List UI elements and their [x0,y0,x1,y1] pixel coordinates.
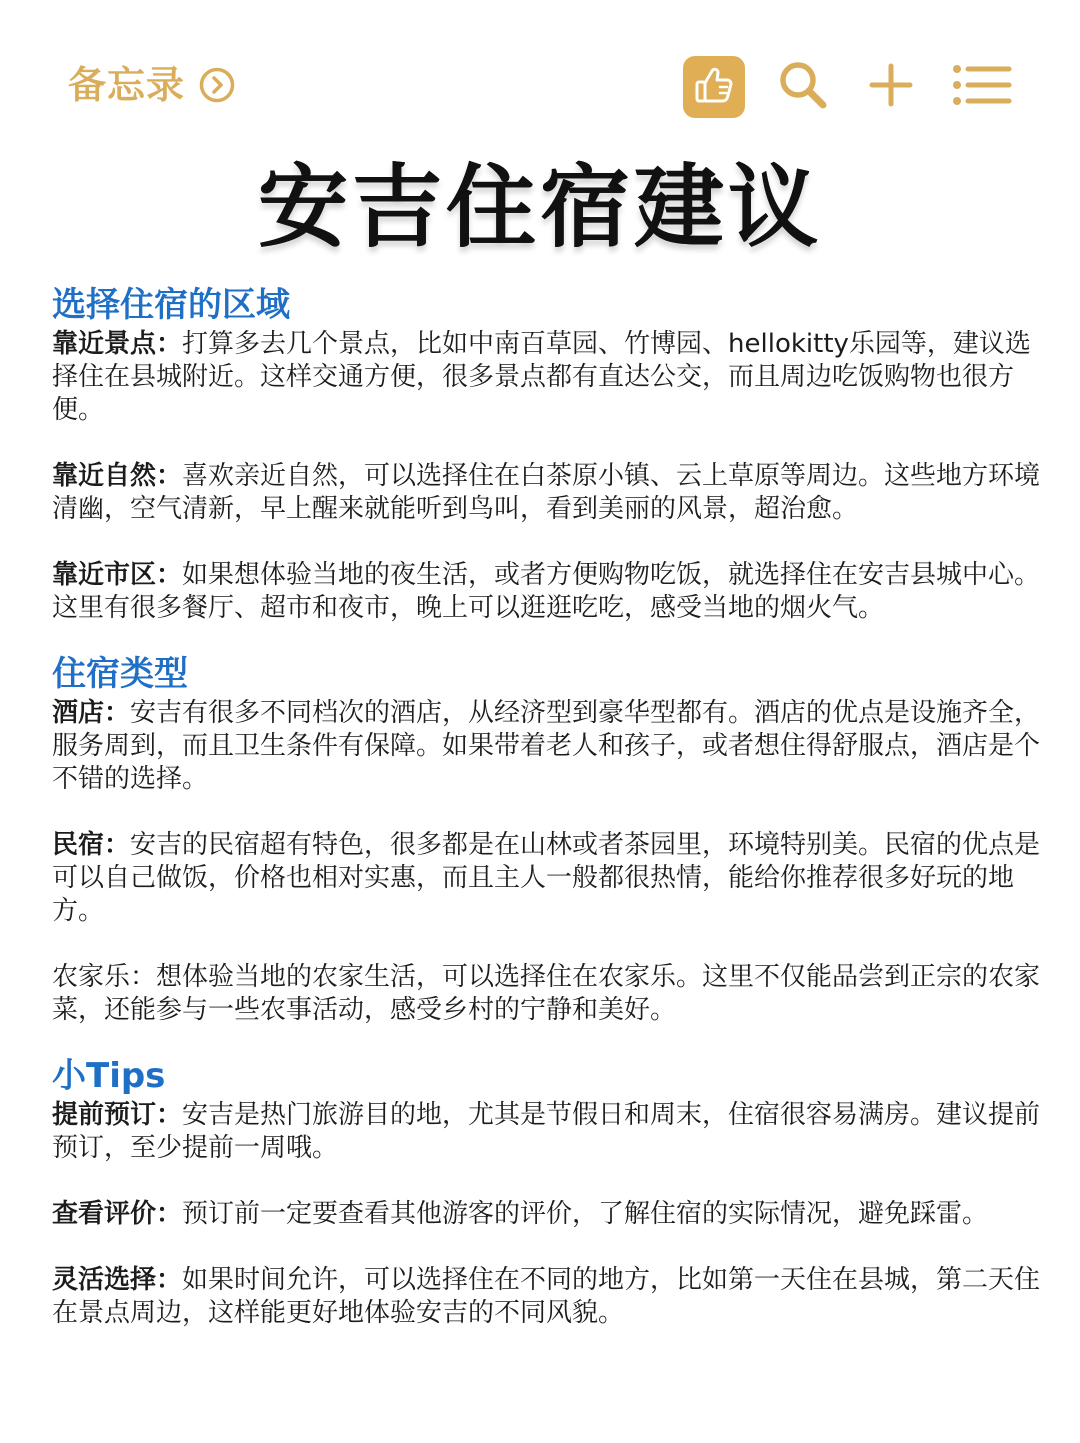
search-button[interactable] [772,56,834,118]
paragraph-text: 喜欢亲近自然，可以选择住在白茶原小镇、云上草原等周边。这些地方环境清幽，空气清新，早上醒来就能听到鸟叫，看到美丽的风景，超治愈。 [52,461,1041,524]
add-button[interactable] [860,56,922,118]
paragraph-label: 民宿： [52,830,131,860]
paragraph-book-early [52,1099,1042,1165]
paragraph-hotel [52,697,1042,796]
paragraph-farmhouse [52,961,1042,1027]
paragraph-label: 查看评价： [52,1199,183,1229]
section-area [52,282,1042,625]
paragraph-text: 安吉有很多不同档次的酒店，从经济型到豪华型都有。酒店的优点是设施齐全，服务周到，而且卫生条件有保障。如果带着老人和孩子，或者想住得舒服点，酒店是个不错的选择。 [52,698,1041,794]
paragraph-text: 安吉是热门旅游目的地，尤其是节假日和周末，住宿很容易满房。建议提前预订，至少提前一周哦。 [52,1100,1041,1163]
paragraph-flexible [52,1264,1042,1330]
section-tips [52,1053,1042,1330]
note-body[interactable] [52,282,1042,1330]
paragraph-label: 靠近自然： [52,461,183,491]
paragraph-label: 酒店： [52,698,131,728]
paragraph-label: 提前预订： [52,1100,183,1130]
thumbs-up-icon [692,63,736,111]
back-label: 备忘录 [68,63,186,107]
back-button[interactable] [68,62,235,108]
paragraph-text: 打算多去几个景点，比如中南百草园、竹博园、hellokitty乐园等，建议选择住在县城附近。这样交通方便，很多景点都有直达公交，而且周边吃饭购物也很方便。 [52,329,1031,425]
paragraph-check-reviews [52,1198,1042,1231]
chevron-circle-right-icon [199,67,235,103]
paragraph-text: 想体验当地的农家生活，可以选择住在农家乐。这里不仅能品尝到正宗的农家菜，还能参与一些农事活动，感受乡村的宁静和美好。 [52,962,1041,1025]
search-icon [775,57,831,117]
section-heading: 选择住宿的区域 [52,285,290,325]
list-button[interactable] [950,56,1014,118]
toolbar [0,0,1080,140]
paragraph-text: 安吉的民宿超有特色，很多都是在山林或者茶园里，环境特别美。民宿的优点是可以自己做饭，价格也相对实惠，而且主人一般都很热情，能给你推荐很多好玩的地方。 [52,830,1041,926]
paragraph-label: 靠近景点： [52,329,183,359]
like-button[interactable] [683,56,745,118]
paragraph-label: 农家乐： [52,962,157,992]
paragraph-near-nature [52,460,1042,526]
paragraph-text: 如果想体验当地的夜生活，或者方便购物吃饭，就选择住在安吉县城中心。这里有很多餐厅、超市和夜市，晚上可以逛逛吃吃，感受当地的烟火气。 [52,560,1041,623]
list-icon [952,63,1012,111]
paragraph-label: 靠近市区： [52,560,183,590]
paragraph-text: 如果时间允许，可以选择住在不同的地方，比如第一天住在县城，第二天住在景点周边，这样能更好地体验安吉的不同风貌。 [52,1265,1041,1328]
plus-icon [867,61,915,113]
paragraph-text: 预订前一定要查看其他游客的评价，了解住宿的实际情况，避免踩雷。 [182,1199,989,1229]
paragraph-label: 灵活选择： [52,1265,183,1295]
paragraph-homestay [52,829,1042,928]
section-heading: 小Tips [52,1056,166,1096]
section-types [52,651,1042,1027]
paragraph-near-attractions [52,328,1042,427]
note-title: 安吉住宿建议 [258,155,822,260]
paragraph-near-downtown [52,559,1042,625]
section-heading: 住宿类型 [52,654,188,694]
